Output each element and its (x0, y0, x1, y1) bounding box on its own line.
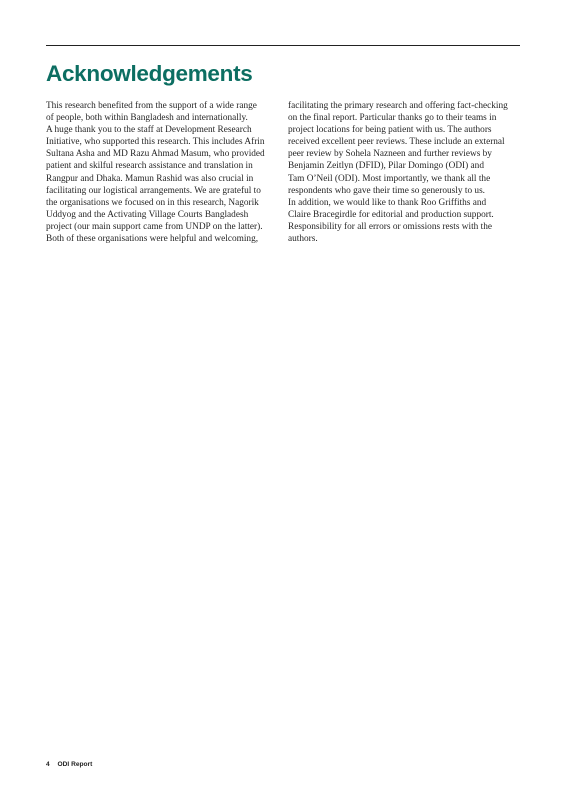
page-number: 4 (46, 761, 50, 768)
paragraph-line: patient and skilful research assistance and translation in (46, 161, 253, 172)
paragraph-line: Initiative, who supported this research. This includes Afrin (46, 137, 265, 148)
paragraph-line: on the final report. Particular thanks go to their teams in (288, 113, 497, 124)
paragraph-line: Claire Bracegirdle for editorial and production support. (288, 209, 494, 220)
publication-name: ODI Report (57, 761, 93, 768)
paragraph-line: the organisations we focused on in this research, Nagorik (46, 197, 259, 208)
paragraph-line: authors. (288, 234, 318, 245)
paragraph-line: respondents who gave their time so generously to us. (288, 185, 486, 196)
paragraph-line: Tam O’Neil (ODI). Most importantly, we thank all the (288, 173, 491, 184)
paragraph-line: project (our main support came from UNDP on the latter). (46, 221, 263, 232)
top-rule (46, 45, 520, 46)
page-footer (46, 761, 92, 768)
paragraph-line: Sultana Asha and MD Razu Ahmad Masum, who provided (46, 149, 265, 160)
paragraph-line: project locations for being patient with us. The authors (288, 125, 492, 136)
paragraph-line: Both of these organisations were helpful and welcoming, (46, 234, 259, 245)
paragraph-line: peer review by Sohela Nazneen and further reviews by (288, 149, 492, 160)
paragraph-line: This research benefited from the support of a wide range (46, 101, 257, 111)
paragraph-line: facilitating our logistical arrangements. We are grateful to (46, 185, 261, 196)
page-title: Acknowledgements (46, 61, 253, 86)
paragraph-line: In addition, we would like to thank Roo Griffiths and (288, 197, 487, 208)
body-column-left (46, 100, 282, 245)
paragraph-line: of people, both within Bangladesh and internationally. (46, 113, 248, 124)
body-column-right (288, 100, 524, 245)
paragraph-line: Responsibility for all errors or omissions rests with the (288, 221, 492, 232)
paragraph-line: Uddyog and the Activating Village Courts Bangladesh (46, 209, 249, 220)
paragraph-line: A huge thank you to the staff at Development Research (46, 125, 252, 136)
paragraph-line: Rangpur and Dhaka. Mamun Rashid was also crucial in (46, 173, 254, 184)
paragraph-line: received excellent peer reviews. These include an external (288, 137, 505, 148)
paragraph-line: facilitating the primary research and offering fact-checking (288, 101, 508, 111)
paragraph-line: Benjamin Zeitlyn (DFID), Pilar Domingo (ODI) and (288, 161, 484, 172)
